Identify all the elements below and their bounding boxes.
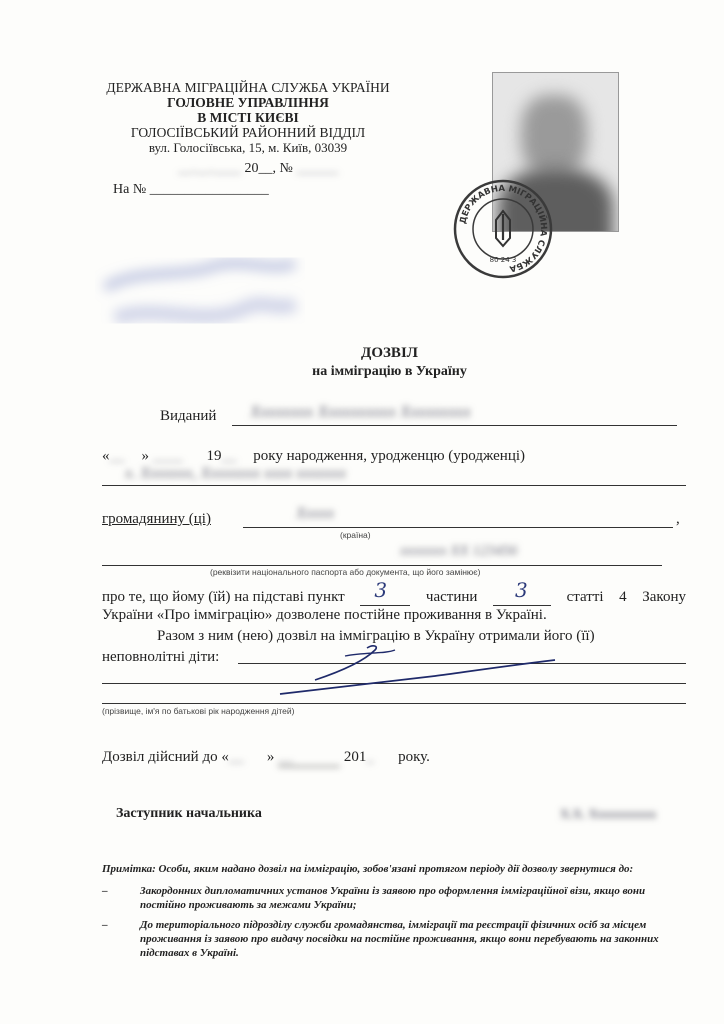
city-name: В МІСТІ КИЄВІ [197, 110, 299, 125]
note-item: – Закордонних дипломатичних установ України із заявою про оформлення імміграційної візи, якщо вони постійно проживають за межами України; [102, 885, 646, 911]
citizen-caption: (країна) [340, 530, 371, 540]
citizen-label: громадянину (ці) [102, 511, 211, 527]
document-title: ДОЗВІЛ [361, 345, 418, 361]
redacted-full-name: Xxxxxxxx Xxxxxxxxxx Xxxxxxxxx [250, 402, 471, 421]
reference-line: На № _________________ [113, 182, 269, 197]
passport-caption: (реквізити національного паспорта або документа, що його замінює) [210, 567, 481, 577]
children-text-1: Разом з ним (нею) дозвіл на імміграцію в Україну отримали його (її) [157, 628, 595, 644]
basis-line-2: України «Про імміграцію» дозволене постійне проживання в Україні. [102, 607, 547, 623]
directorate-name: ГОЛОВНЕ УПРАВЛІННЯ [167, 95, 329, 110]
document-page: ДЕРЖАВНА МІГРАЦІЙНА СЛУЖБА УКРАЇНИ ГОЛОВНЕ УПРАВЛІННЯ В МІСТІ КИЄВІ ГОЛОСІЇВСЬКИЙ РАЙОННИЙ ВІДДІЛ вул. Голосіївська, 15, м. Київ, 03039 __.__.____ 20__, № ______ На № _________________ ДЕРЖАВНА МІГРАЦІЙНА СЛУЖБА 80 24 3 ДОЗВІЛ на імміграцію в Україну Виданий Xxxxxxxx Xxxxxxxxxx Xxxxxxxxx «__ » ____ 19__ року народження, уродженцю (уродженці) x. Xxxxxxx, Xxxxxxxx xxxx xxxxxxx громадянину (ці) , Xxxxx (країна) xxxxxxx XX 123456 (реквізити національного паспорта або документа, що його замінює) про те, що йому (їй) на підставі пункт 3 частини 3 статті 4 Закону України «Про імміграцію» дозволене постійне проживання в Україні. Разом з ним (нею) дозвіл на імміграцію в Україну отримали його (її) неповнолітні діти: (прізвище, ім'я по батькові рік народження дітей) Дозвіл дійсний до «__ » __ 201_ року. Заступник начальника X.X. Xxxxxxxxxx Примітка: Особи, яким надано дозвіл на імміграцію, зобов'язані протягом періоду дії дозволу звернутися до: – Закордонних дипломатичних установ України із заявою про оформлення імміграційної візи, якщо вони постійно проживають за межами України; – До територіального підрозділу служби громадянства, імміграції та реєстрації фізичних осіб за місцем проживання із заявою про видачу посвідки на постійне проживання, якщо вони перебувають на законних підставах в Україні. [0, 0, 724, 1024]
redacted-country: Xxxxx [296, 505, 335, 522]
basis-article-value: 4 [619, 589, 627, 605]
stamp-code: 80 24 3 [489, 256, 517, 264]
note-title: Примітка: Особи, яким надано дозвіл на імміграцію, зобов'язані протягом періоду дії дозволу звернутися до: [102, 863, 634, 875]
note-block [102, 862, 692, 960]
address-line: вул. Голосіївська, 15, м. Київ, 03039 [148, 140, 348, 155]
note-item: – До територіального підрозділу служби громадянства, імміграції та реєстрації фізичних осіб за місцем проживання із заявою про видачу посвідки на постійне проживання, якщо вони перебувають на законних підставах в Україні. [102, 919, 659, 959]
letterhead [68, 80, 428, 155]
issued-label: Виданий [160, 408, 217, 424]
basis-point-value: 3 [374, 578, 388, 602]
signer-title: Заступник начальника [116, 806, 262, 821]
birth-line: «__ » ____ 19__ року народження, уродженцю (уродженці) [102, 448, 526, 464]
basis-part-value: 3 [515, 578, 528, 602]
agency-name: ДЕРЖАВНА МІГРАЦІЙНА СЛУЖБА УКРАЇНИ [106, 80, 390, 95]
strike-through-scribble [275, 642, 565, 702]
redacted-passport: xxxxxxx XX 123456 [400, 543, 518, 559]
validity-line: Дозвіл дійсний до «__ » __ 201_ року. [102, 749, 430, 765]
redacted-number: ______ [296, 161, 339, 176]
department-name: ГОЛОСІЇВСЬКИЙ РАЙОННИЙ ВІДДІЛ [130, 125, 366, 140]
children-caption: (прізвище, ім'я по батькові рік народження дітей) [102, 706, 295, 716]
official-stamp [452, 178, 554, 280]
redacted-birthplace: x. Xxxxxxx, Xxxxxxxx xxxx xxxxxxx [125, 465, 347, 482]
stamp-ring-textpath: ДЕРЖАВНА МІГРАЦІЙНА СЛУЖБА [458, 183, 549, 274]
basis-line-1: про те, що йому (їй) на підставі пункт 3 частини 3 статті 4 Закону [102, 578, 686, 605]
document-subtitle: на імміграцію в Україну [312, 364, 467, 379]
children-text-2: неповнолітні діти: [102, 649, 220, 665]
date-line: __.__.____ 20__, № ______ [178, 161, 339, 176]
redacted-signature-top [95, 248, 305, 343]
redacted-signer-name: X.X. Xxxxxxxxxx [560, 806, 657, 821]
redacted-date: __.__.____ [178, 161, 241, 176]
basis-paragraph [102, 578, 686, 624]
